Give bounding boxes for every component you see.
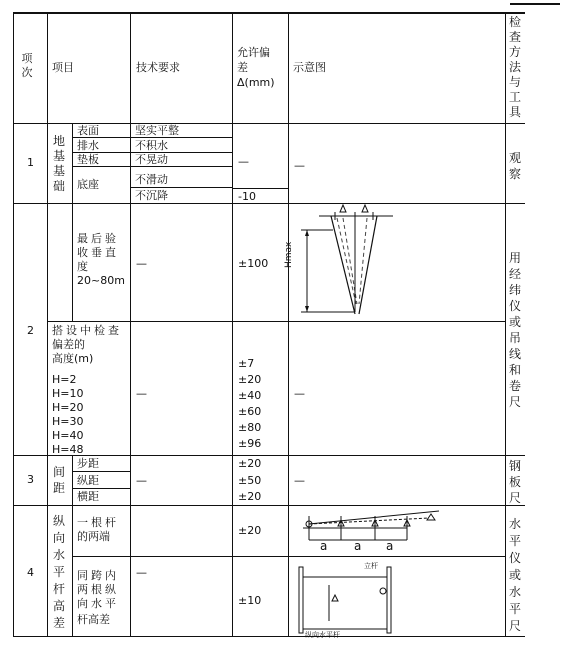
row1-sub-drainage: 排水 bbox=[77, 139, 99, 152]
row2-height-4: H=40 bbox=[52, 429, 84, 442]
row1-sub-pad: 垫板 bbox=[77, 153, 99, 166]
header-item-no: 项次 bbox=[21, 52, 33, 79]
row4-tol2: ±10 bbox=[238, 594, 262, 607]
row1-req-0: 坚实平整 bbox=[135, 124, 179, 137]
row2-tol-3: ±60 bbox=[238, 405, 262, 418]
row2-sub1-line1: 最后验 bbox=[77, 232, 119, 245]
row1-line-c bbox=[72, 166, 232, 167]
row2-tol-5: ±96 bbox=[238, 437, 262, 450]
row4-diagram-upright-label: 立杆 bbox=[364, 562, 378, 570]
row4-diagram-longitudinal-label: 纵向水平杆 bbox=[305, 631, 340, 639]
row2-diagram-label: Hmax bbox=[284, 241, 294, 268]
row3-line-a bbox=[72, 471, 130, 472]
row4-diagram-a-3: a bbox=[386, 539, 394, 553]
row3-sub-transverse: 横距 bbox=[77, 490, 99, 503]
col-border-2-row34 bbox=[72, 455, 73, 636]
row2-tolerance1: ±100 bbox=[238, 257, 269, 270]
row4-diagram-a-2: a bbox=[354, 539, 362, 553]
row1-line-d bbox=[130, 187, 232, 188]
row2-height-0: H=2 bbox=[52, 373, 77, 386]
col-border-4 bbox=[232, 12, 233, 636]
row1-line-e bbox=[232, 188, 288, 189]
row3-item: 间距 bbox=[52, 465, 65, 495]
row2-sub1-line3: 度 bbox=[77, 260, 88, 273]
table-top-border bbox=[13, 12, 525, 14]
row1-no: 1 bbox=[27, 156, 34, 169]
row3-req: — bbox=[136, 474, 147, 487]
col-border-2-row2 bbox=[72, 203, 73, 321]
row1-item: 地基基础 bbox=[52, 134, 65, 193]
row1-sub-surface: 表面 bbox=[77, 124, 99, 137]
row4-method: 水平仪或水平尺 bbox=[508, 517, 521, 633]
row2-method: 用经纬仪或吊线和卷尺 bbox=[508, 251, 521, 409]
col-border-3 bbox=[130, 12, 131, 636]
row4-sub2-line2: 两根纵 bbox=[77, 583, 119, 596]
row2-sub2-line3: 高度(m) bbox=[52, 352, 94, 365]
row1-tolerance: — bbox=[238, 155, 249, 168]
row2-tol-4: ±80 bbox=[238, 421, 262, 434]
header-requirement: 技术要求 bbox=[136, 61, 180, 74]
row2-sub1-line2: 收垂直 bbox=[77, 246, 119, 259]
row1-req-3: 不滑动 bbox=[135, 173, 168, 186]
col-border-0 bbox=[13, 12, 14, 636]
row2-req1: — bbox=[136, 257, 147, 270]
header-tolerance-line1: 允许偏 bbox=[237, 46, 270, 59]
row2-diagram2: — bbox=[294, 387, 305, 400]
col-border-6 bbox=[505, 12, 506, 636]
row2-mid-border bbox=[47, 321, 505, 322]
row1-line-a bbox=[72, 137, 232, 138]
row2-height-3: H=30 bbox=[52, 415, 84, 428]
row4-no: 4 bbox=[27, 566, 34, 579]
col-border-1 bbox=[47, 12, 48, 636]
row3-method: 钢板尺 bbox=[508, 459, 521, 505]
row4-sub2-line4: 杆高差 bbox=[77, 613, 110, 626]
row4-diagram-uprights bbox=[289, 557, 504, 637]
row4-tol1: ±20 bbox=[238, 524, 262, 537]
row4-sub2-line1: 同跨内 bbox=[77, 569, 119, 582]
row2-sub2-line2: 偏差的 bbox=[52, 338, 85, 351]
row1-req-4: 不沉降 bbox=[135, 189, 168, 202]
row4-req: — bbox=[136, 566, 147, 579]
row2-req2: — bbox=[136, 387, 147, 400]
row3-line-b bbox=[72, 488, 130, 489]
row4-sub1-line1: 一根杆 bbox=[77, 516, 119, 529]
row2-sub2-line1: 搭设中检查 bbox=[52, 324, 122, 337]
row2-no: 2 bbox=[27, 324, 34, 337]
row1-method: 观察 bbox=[508, 151, 521, 181]
row1-sub-base: 底座 bbox=[77, 178, 99, 191]
row3-sub-step: 步距 bbox=[77, 457, 99, 470]
row1-tolerance-last: -10 bbox=[238, 190, 256, 203]
row4-sub1-line2: 的两端 bbox=[77, 530, 110, 543]
row3-tol-2: ±20 bbox=[238, 490, 262, 503]
header-tolerance-line3: Δ(mm) bbox=[237, 76, 275, 89]
row2-tol-2: ±40 bbox=[238, 389, 262, 402]
header-item: 项目 bbox=[52, 61, 74, 74]
row1-req-2: 不晃动 bbox=[135, 153, 168, 166]
row2-tol-0: ±7 bbox=[238, 357, 255, 370]
row3-diagram: — bbox=[294, 474, 305, 487]
row2-height-1: H=10 bbox=[52, 387, 84, 400]
header-tolerance-line2: 差 bbox=[237, 61, 248, 74]
row1-req-1: 不积水 bbox=[135, 139, 168, 152]
row2-verticality-diagram bbox=[289, 204, 504, 320]
row4-diagram-a-1: a bbox=[320, 539, 328, 553]
row2-height-2: H=20 bbox=[52, 401, 84, 414]
row2-bottom-border bbox=[13, 455, 525, 456]
header-diagram: 示意图 bbox=[293, 61, 326, 74]
row4-sub2-line3: 向水平 bbox=[77, 597, 119, 610]
row3-sub-longitudinal: 纵距 bbox=[77, 474, 99, 487]
row3-tol-1: ±50 bbox=[238, 474, 262, 487]
row2-tol-1: ±20 bbox=[238, 373, 262, 386]
row2-height-5: H=48 bbox=[52, 443, 84, 456]
top-right-tab bbox=[510, 3, 560, 5]
row4-item: 纵向水平杆高差 bbox=[52, 514, 65, 630]
header-method: 检查方法与工具 bbox=[508, 15, 521, 119]
row2-sub1-line4: 20~80m bbox=[77, 274, 125, 287]
row3-no: 3 bbox=[27, 473, 34, 486]
row1-diagram: — bbox=[294, 159, 305, 172]
row3-tol-0: ±20 bbox=[238, 457, 262, 470]
col-border-2-row1 bbox=[72, 123, 73, 203]
